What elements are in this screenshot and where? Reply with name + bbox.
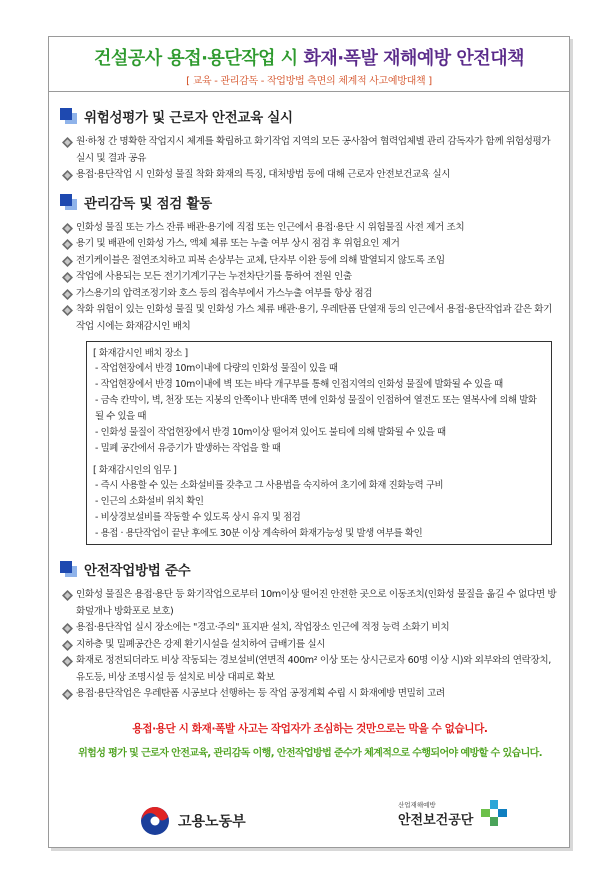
diamond-bullet-icon	[62, 656, 73, 667]
footer-warning-red: 용접·용단 시 화재·폭발 사고는 작업자가 조심하는 것만으로는 막을 수 없습니다.	[132, 722, 488, 735]
kosha-logo	[398, 798, 509, 828]
diamond-bullet-icon	[62, 223, 73, 234]
list-item: 용접·용단작업은 우레탄폼 시공보다 선행하는 등 작업 공정계획 수립 시 화재예방 면밀히 고려	[60, 686, 560, 703]
section-risk-assessment	[60, 106, 560, 126]
title-part-purple: 화재·폭발 재해예방 안전대책	[303, 48, 524, 69]
list-item: 지하층 및 밀폐공간은 강제 환기시설을 설치하여 급배기를 실시	[60, 637, 560, 654]
content	[60, 98, 560, 759]
box-item: - 인근의 소화설비 위치 확인	[95, 496, 204, 507]
box-item: - 비상경보설비를 작동할 수 있도록 상시 유지 및 점검	[95, 512, 301, 523]
list-item: 원·하청 간 명확한 작업지시 체계를 확립하고 화기작업 지역의 모든 공사참여 협력업체별 관리 감독자가 함께 위험성평가 실시 및 결과 공유	[60, 134, 560, 167]
section-title: 관리감독 및 점검 활동	[84, 195, 212, 212]
section-3-list	[60, 587, 560, 703]
box-item: - 금속 칸막이, 벽, 천장 또는 지붕의 안쪽이나 반대쪽 면에 인화성 물질이 인접하여 열전도 또는 열복사에 의해 발화될 수 있을 때	[95, 395, 537, 422]
list-item: 착화 위험이 있는 인화성 물질 및 인화성 가스 체류 배관·용기, 우레탄폼 단열재 등의 인근에서 용접·용단작업과 같은 화기작업 시에는 화재감시인 배치	[60, 302, 560, 335]
section-2-list	[60, 220, 560, 336]
list-item: 인화성 물질 또는 가스 잔류 배관·용기에 직접 또는 인근에서 용접·용단 시 위험물질 사전 제거 조치	[60, 220, 560, 237]
section-1-list	[60, 134, 560, 184]
box-item: - 인화성 물질이 작업현장에서 반경 10m이상 떨어져 있어도 불티에 의해 발화될 수 있을 때	[95, 427, 446, 438]
list-item: 가스용기의 압력조정기와 호스 등의 접속부에서 가스누출 여부를 항상 점검	[60, 286, 560, 303]
section-title: 위험성평가 및 근로자 안전교육 실시	[84, 110, 293, 126]
diamond-bullet-icon	[62, 239, 73, 250]
kosha-small-label: 산업재해예방	[398, 801, 436, 809]
kosha-cross-icon	[479, 798, 509, 828]
footer-message-green: 위험성 평가 및 근로자 안전교육, 관리감독 이행, 안전작업방법 준수가 체계적으로 수행되어야 예방할 수 있습니다.	[78, 747, 542, 759]
moel-logo	[140, 806, 246, 836]
diamond-bullet-icon	[62, 289, 73, 300]
diamond-bullet-icon	[62, 170, 73, 181]
title-part-green: 건설공사 용접·용단작업 시	[94, 48, 304, 69]
diamond-bullet-icon	[62, 689, 73, 700]
section-safe-work	[60, 559, 560, 579]
moel-emblem-icon	[140, 806, 170, 836]
kosha-label: 안전보건공단	[398, 813, 474, 828]
blue-square-icon	[60, 561, 78, 577]
list-item: 전기케이블은 절연조치하고 피복 손상부는 교체, 단자부 이완 등에 의해 발열되지 않도록 조임	[60, 253, 560, 270]
page-title	[48, 44, 570, 70]
diamond-bullet-icon	[62, 137, 73, 148]
blue-square-icon	[60, 194, 78, 210]
diamond-bullet-icon	[62, 623, 73, 634]
box-title-duties: [ 화재감시인의 임무 ]	[93, 465, 177, 476]
list-item: 인화성 물질은 용접·용단 등 화기작업으로부터 10m이상 떨어진 안전한 곳으로 이동조치(인화성 물질을 옮길 수 없다면 방화덮개나 방화포로 보호)	[60, 587, 560, 620]
box-item: - 작업현장에서 반경 10m이내에 벽 또는 바닥 개구부를 통해 인접지역의 인화성 물질에 발화될 수 있을 때	[95, 379, 503, 390]
box-item: - 작업현장에서 반경 10m이내에 다량의 인화성 물질이 있을 때	[95, 363, 338, 374]
list-item: 화재로 정전되더라도 비상 작동되는 경보설비(연면적 400m² 이상 또는 상시근로자 60명 이상 시)와 외부와의 연락장치, 유도등, 비상 조명시설 등 설치로 비상 대피로 확보	[60, 653, 560, 686]
title-band	[48, 36, 570, 92]
list-item: 작업에 사용되는 모든 전기기계기구는 누전차단기를 통하여 전원 인출	[60, 269, 560, 286]
list-item: 용접·용단작업 시 인화성 물질 착화 화재의 특징, 대처방법 등에 대해 근로자 안전보건교육 실시	[60, 167, 560, 184]
list-item: 용접·용단작업 실시 장소에는 "경고·주의" 표지판 설치, 작업장소 인근에 적정 능력 소화기 비치	[60, 620, 560, 637]
diamond-bullet-icon	[62, 590, 73, 601]
list-item: 용기 및 배관에 인화성 가스, 액체 체류 또는 누출 여부 상시 점검 후 위험요인 제거	[60, 236, 560, 253]
blue-square-icon	[60, 108, 78, 124]
diamond-bullet-icon	[62, 305, 73, 316]
diamond-bullet-icon	[62, 272, 73, 283]
page-subtitle: [ 교육 - 관리감독 - 작업방법 측면의 체계적 사고예방대책 ]	[186, 76, 432, 87]
diamond-bullet-icon	[62, 256, 73, 267]
logo-bar	[48, 792, 570, 848]
section-supervision	[60, 192, 560, 212]
section-title: 안전작업방법 준수	[84, 563, 191, 579]
fire-watch-box	[86, 341, 552, 545]
footer-message	[60, 721, 560, 759]
box-title-locations: [ 화재감시인 배치 장소 ]	[93, 348, 188, 359]
diamond-bullet-icon	[62, 640, 73, 651]
box-item: - 용접 · 용단작업이 끝난 후에도 30분 이상 계속하여 화재가능성 및 발생 여부를 확인	[95, 528, 423, 539]
box-item: - 밀폐 공간에서 유증기가 발생하는 작업을 할 때	[95, 443, 281, 454]
box-item: - 즉시 사용할 수 있는 소화설비를 갖추고 그 사용법을 숙지하여 초기에 화재 진화능력 구비	[95, 480, 444, 491]
moel-label: 고용노동부	[178, 814, 246, 830]
